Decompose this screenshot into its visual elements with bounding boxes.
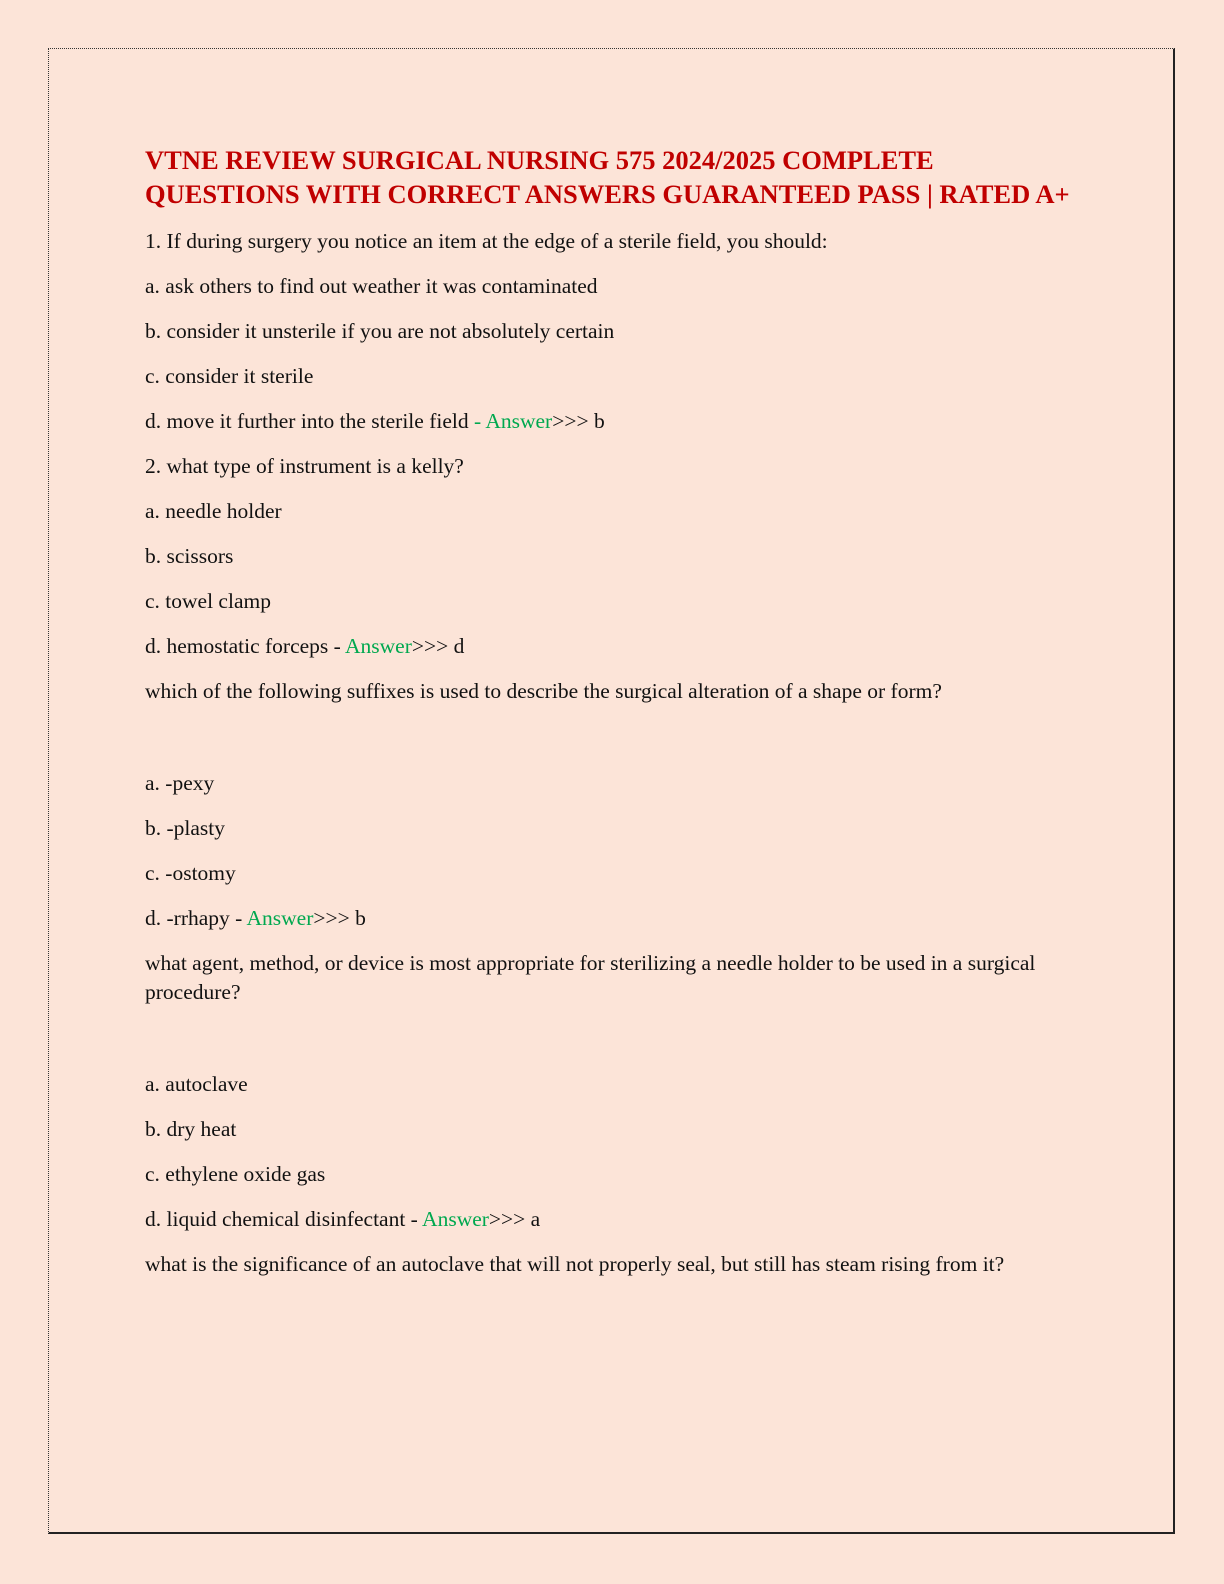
option-d: d. move it further into the sterile field (145, 409, 469, 433)
answer-label: Answer (345, 634, 412, 658)
answer-value: >>> b (313, 906, 366, 930)
document-content (145, 143, 1085, 1279)
option-d-with-answer (145, 632, 1085, 661)
option-d-with-answer (145, 1205, 1085, 1234)
option-b: b. consider it unsterile if you are not absolutely certain (145, 319, 615, 343)
answer-value: >>> b (552, 409, 605, 433)
question-text: which of the following suffixes is used to describe the surgical alteration of a shape or form? (145, 679, 942, 703)
question-block (145, 949, 1085, 1234)
option-b: b. dry heat (145, 1117, 237, 1141)
question-block (145, 1250, 1085, 1279)
answer-value: >>> d (411, 634, 465, 658)
document-title: VTNE REVIEW SURGICAL NURSING 575 2024/2025 COMPLETE QUESTIONS WITH CORRECT ANSWERS GUARANTEED PASS | RATED A+ (145, 145, 1070, 209)
answer-value: >>> a (488, 1207, 541, 1231)
option-d-with-answer (145, 904, 1085, 933)
option-c: c. consider it sterile (145, 364, 314, 388)
question-text: what agent, method, or device is most appropriate for sterilizing a needle holder to be used in a surgical procedure? (145, 951, 1036, 1004)
answer-separator: - (468, 409, 486, 433)
answer-label: Answer (485, 409, 553, 433)
option-a: a. -pexy (145, 771, 215, 795)
question-text: 2. what type of instrument is a kelly? (145, 454, 464, 478)
option-d-with-answer (145, 407, 1085, 436)
answer-label: Answer (422, 1207, 489, 1231)
option-b: b. -plasty (145, 816, 226, 840)
option-d: d. liquid chemical disinfectant - (145, 1207, 423, 1231)
option-c: c. towel clamp (145, 589, 271, 613)
option-a: a. needle holder (145, 499, 282, 523)
option-b: b. scissors (145, 544, 234, 568)
option-d: d. -rrhapy - (145, 906, 247, 930)
answer-label: Answer (246, 906, 314, 930)
option-c: c. ethylene oxide gas (145, 1162, 326, 1186)
question-block (145, 227, 1085, 436)
question-text: 1. If during surgery you notice an item at the edge of a sterile field, you should: (145, 229, 828, 253)
question-text: what is the significance of an autoclave that will not properly seal, but still has steam rising from it? (145, 1252, 1005, 1276)
option-d: d. hemostatic forceps - (145, 634, 346, 658)
question-block (145, 677, 1085, 933)
option-a: a. autoclave (145, 1072, 248, 1096)
option-c: c. -ostomy (145, 861, 236, 885)
option-a: a. ask others to find out weather it was contaminated (145, 274, 598, 298)
question-block (145, 452, 1085, 661)
